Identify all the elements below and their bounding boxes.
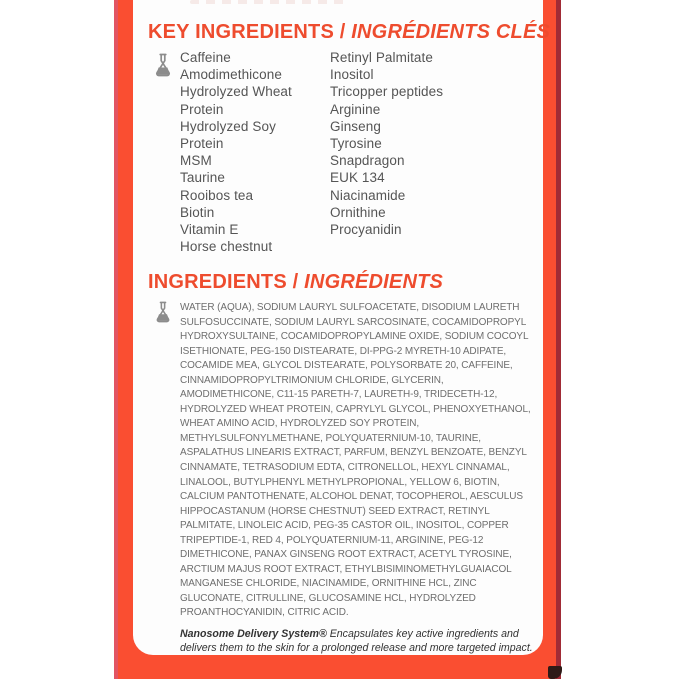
key-ingredient-item: Rooibos tea: [180, 187, 254, 203]
key-ingredients-heading: [148, 21, 550, 44]
nanosome-note-lead: Nanosome Delivery System®: [180, 628, 327, 640]
heading-separator: /: [334, 21, 352, 43]
key-ingredient-item: Caffeine: [180, 50, 231, 65]
key-ingredient-item: EUK 134: [330, 170, 385, 186]
nanosome-note-text: Encapsulates key active ingredients and delivers them to the skin for a prolonged release and more targeted impact.: [180, 628, 533, 654]
key-ingredients-right-column: [330, 49, 520, 238]
full-ingredients-list: WATER (AQUA), SODIUM LAURYL SULFOACETATE, DISODIUM LAURETH SULFOSUCCINATE, SODIUM LAURYL SARCOSINATE, COCAMIDOPROPYL HYDROXYSULTAINE, COCAMIDOPROPYLAMINE OXIDE, SODIUM COCOYL ISETHIONATE, PEG-150 DISTEARATE, DI-PPG-2 MYRETH-10 ADIPATE, COCAMIDE MEA, GLYCOL DISTEARATE, POLYSORBATE 20, CAFFEINE, CINNAMIDOPROPYLTRIMONIUM CHLORIDE, GLYCERIN, AMODIMETHICONE, C11-15 PARETH-7, LAURETH-9, TRIDECETH-12, HYDROLYZED WHEAT PROTEIN, CAPRYLYL GLYCOL, PHENOXYETHANOL, WHEAT AMINO ACID, HYDROLYZED SOY PROTEIN, METHYLSULFONYLMETHANE, POLYQUATERNIUM-10, TAURINE, ASPALATHUS LINEARIS EXTRACT, PARFUM, BENZYL BENZOATE, BENZYL CINNAMATE, TETRASODIUM EDTA, CITRONELLOL, HEXYL CINNAMAL, LINALOOL, BUTYLPHENYL METHYLPROPIONAL, YELLOW 6, BIOTIN, CALCIUM PANTOTHENATE, ALCOHOL DENAT, TOCOPHEROL, AESCULUS HIPPOCASTANUM (HORSE CHESTNUT) SEED EXTRACT, RETINYL PALMITATE, LINOLEIC ACID, PEG-35 CASTOR OIL, INOSITOL, COPPER TRIPEPTIDE-1, RED 4, POLYQUATERNIUM-11, ARGININE, PEG-12 DIMETHICONE, PANAX GINSENG ROOT EXTRACT, ACETYL TYROSINE, ARCTIUM MAJUS ROOT EXTRACT, ETHYLBISIMINOMETHYLGUAIACOL MANGANESE CHLORIDE, NIACINAMIDE, ORNITHINE HCL, ZINC GLUCONATE, CITRULLINE, GLUCOSAMINE HCL, HYDROLYZED PROANTHOCYANIDIN, CITRIC ACID.: [180, 302, 531, 619]
flask-icon: [153, 301, 173, 328]
key-ingredient-item: Inositol: [330, 67, 374, 83]
key-ingredient-item: Hydrolyzed Soy Protein: [180, 118, 276, 152]
key-ingredient-item: Hydrolyzed Wheat Protein: [180, 84, 292, 117]
key-ingredient-item: Horse chestnut: [180, 239, 273, 255]
key-ingredient-item: Taurine: [180, 170, 225, 186]
key-ingredient-item: Retinyl Palmitate: [330, 50, 433, 65]
cropped-text-fragment: [190, 0, 350, 4]
key-ingredients-title-fr: INGRÉDIENTS CLÉS: [351, 21, 551, 43]
flask-icon: [152, 53, 174, 82]
key-ingredient-item: Biotin: [180, 204, 215, 220]
key-ingredients-left-column: [180, 49, 298, 255]
key-ingredient-item: Ginseng: [330, 118, 381, 134]
key-ingredient-item: Amodimethicone: [180, 67, 282, 83]
key-ingredient-item: Snapdragon: [330, 153, 405, 169]
ingredients-title-fr: INGRÉDIENTS: [304, 271, 444, 293]
heading-separator: /: [286, 271, 305, 293]
key-ingredient-item: Arginine: [330, 101, 381, 117]
key-ingredient-item: Procyanidin: [330, 222, 402, 238]
key-ingredient-item: Ornithine: [330, 204, 386, 220]
ingredients-title-en: INGREDIENTS: [148, 271, 287, 293]
key-ingredient-item: Niacinamide: [330, 187, 406, 203]
key-ingredient-item: Tyrosine: [330, 136, 382, 152]
nanosome-note: [180, 627, 542, 655]
key-ingredient-item: MSM: [180, 153, 212, 169]
key-ingredient-item: Vitamin E: [180, 222, 239, 238]
key-ingredient-item: Tricopper peptides: [330, 84, 444, 100]
ingredients-heading: [148, 271, 443, 294]
key-ingredients-title-en: KEY INGREDIENTS: [148, 21, 334, 43]
